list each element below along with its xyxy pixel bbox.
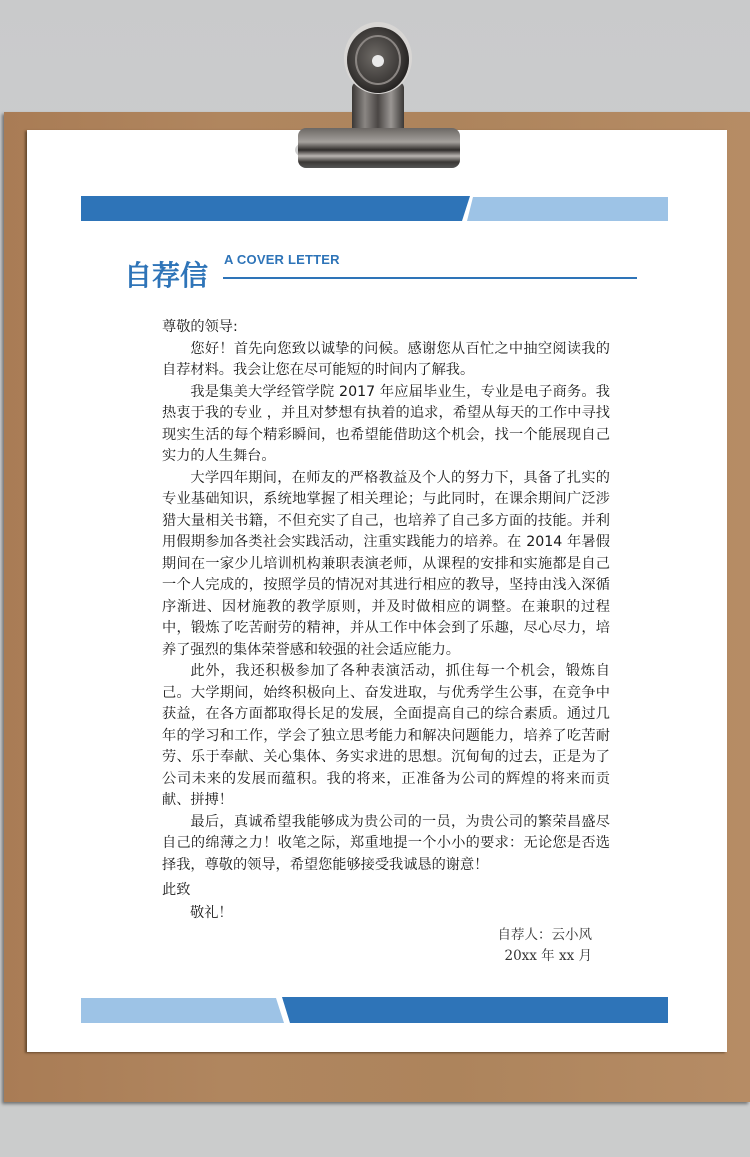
date: 20xx 年 xx 月 — [504, 948, 592, 964]
paragraph-introduction: 我是集美大学经管学院 2017 年应届毕业生，专业是电子商务。我热衷于我的专业 ，并且对梦想有执着的追求，希望从每天的工作中寻找现实生活的每个精彩瞬间，也希望能借助这个机会，找一个能展现自己实力的人生舞台。 — [162, 383, 610, 464]
closing-line-2: 敬礼！ — [190, 905, 233, 921]
bottom-dark-bar — [282, 997, 668, 1023]
page-title: 自荐信 — [124, 259, 209, 292]
title-underline — [223, 277, 637, 279]
signature-block — [498, 925, 593, 967]
paragraph-university: 大学四年期间，在师友的严格教益及个人的努力下，具备了扎实的专业基础知识，系统地掌握了相关理论；与此同时，在课余期间广泛涉猎大量相关书籍，不但充实了自己，也培养了自己多方面的技能。并利用假期参加各类社会实践活动，注重实践能力的培养。在 2014 年暑假期间在一家少儿培训机构兼职表演老师，从课程的安排和实施都是自己一个人完成的，按照学员的情况对其进行相应的教导，坚持由浅入深循序渐进、因材施教的教学原则，并及时做相应的调整。在兼职的过程中，锻炼了吃苦耐劳的精神，并从工作中体会到了乐趣，尽心尽力，培养了强烈的集体荣誉感和较强的社会适应能力。 — [162, 469, 610, 658]
page-subtitle: A COVER LETTER — [224, 252, 340, 267]
letter-closing — [162, 879, 610, 925]
salutation: 尊敬的领导: — [162, 319, 238, 335]
top-dark-bar — [81, 196, 470, 221]
closing-line-1: 此致 — [162, 882, 191, 898]
paragraph-greeting: 您好！首先向您致以诚挚的问候。感谢您从百忙之中抽空阅读我的自荐材料。我会让您在尽可能短的时间内了解我。 — [162, 340, 610, 378]
paragraph-conclusion: 最后，真诚希望我能够成为贵公司的一员，为贵公司的繁荣昌盛尽自己的绵薄之力！收笔之际，郑重地提一个小小的要求：无论您是否选择我，尊敬的领导，希望您能够接受我诚恳的谢意！ — [162, 813, 610, 873]
signature: 自荐人：云小风 — [497, 927, 592, 943]
bottom-light-bar — [81, 998, 284, 1023]
paragraph-activities: 此外，我还积极参加了各种表演活动，抓住每一个机会，锻炼自己。大学期间，始终积极向上、奋发进取，与优秀学生公事，在竞争中获益，在各方面都取得长足的发展，全面提高自己的综合素质。通过几年的学习和工作，学会了独立思考能力和解决问题能力，培养了吃苦耐劳、乐于奉献、关心集体、务实求进的思想。沉甸甸的过去，正是为了公司未来的发展而蕴积。我的将来，正准备为公司的辉煌的将来而贡献、拼搏！ — [162, 663, 610, 808]
top-light-bar — [467, 197, 668, 221]
letter-body — [162, 317, 610, 876]
